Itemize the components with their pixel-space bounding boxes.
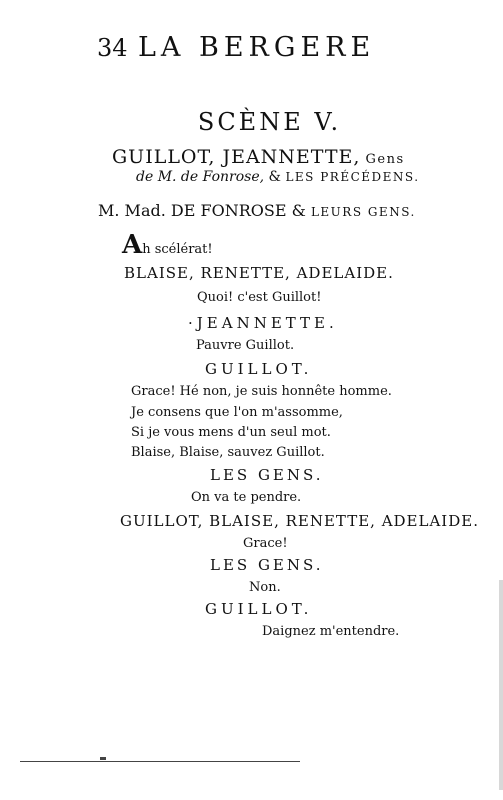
speaker-guillot-blaise-renette-adelaide: GUILLOT, BLAISE, RENETTE, ADELAIDE. — [120, 512, 479, 530]
speaker-guillot-1: GUILLOT. — [205, 360, 313, 378]
speaker-jeannette: ·JEANNETTE. — [188, 314, 338, 332]
cast-line-3 — [98, 201, 416, 220]
verse-line-1: Grace! Hé non, je suis honnête homme. — [131, 384, 392, 399]
scene-heading: SCÈNE V. — [197, 108, 342, 136]
page-number: 34 — [97, 34, 128, 62]
speaker-les-gens-1: LES GENS. — [210, 466, 324, 484]
speaker-guillot-2: GUILLOT. — [205, 600, 313, 618]
cast-line-2 — [136, 169, 420, 185]
page-edge-shadow — [499, 580, 503, 790]
cast-ampersand: & — [268, 169, 281, 185]
drop-cap: A — [122, 230, 143, 260]
speech-pendre: On va te pendre. — [191, 490, 302, 505]
cast-leurs-gens: LEURS GENS. — [310, 205, 416, 219]
speech-grace: Grace! — [243, 536, 288, 551]
running-title: LA BERGERE — [138, 32, 376, 63]
cast-precedens: LES PRÉCÉDENS. — [285, 170, 420, 184]
speech-quoi: Quoi! c'est Guillot! — [197, 290, 322, 305]
speaker-blaise-renette-adelaide: BLAISE, RENETTE, ADELAIDE. — [124, 264, 394, 282]
cast-names: GUILLOT, JEANNETTE, — [112, 146, 361, 168]
cast-fonrose: de M. de Fonrose, — [136, 169, 265, 185]
verse-line-2: Je consens que l'on m'assomme, — [131, 405, 343, 420]
verse-line-4: Blaise, Blaise, sauvez Guillot. — [131, 445, 325, 460]
verse-line-3: Si je vous mens d'un seul mot. — [131, 425, 331, 440]
cast-mad-fonrose: M. Mad. DE FONROSE & — [98, 201, 306, 220]
speech-pauvre: Pauvre Guillot. — [196, 338, 295, 353]
bottom-rule-mark — [100, 757, 106, 760]
bottom-rule — [20, 761, 300, 762]
speech-daignez: Daignez m'entendre. — [262, 624, 400, 639]
ah-text: h scélérat! — [142, 242, 213, 257]
speaker-les-gens-2: LES GENS. — [210, 556, 324, 574]
cast-gens: Gens — [365, 152, 405, 167]
ah-line — [122, 230, 213, 260]
cast-line-1 — [112, 146, 405, 168]
speech-non: Non. — [249, 580, 281, 595]
page-header — [0, 30, 503, 70]
